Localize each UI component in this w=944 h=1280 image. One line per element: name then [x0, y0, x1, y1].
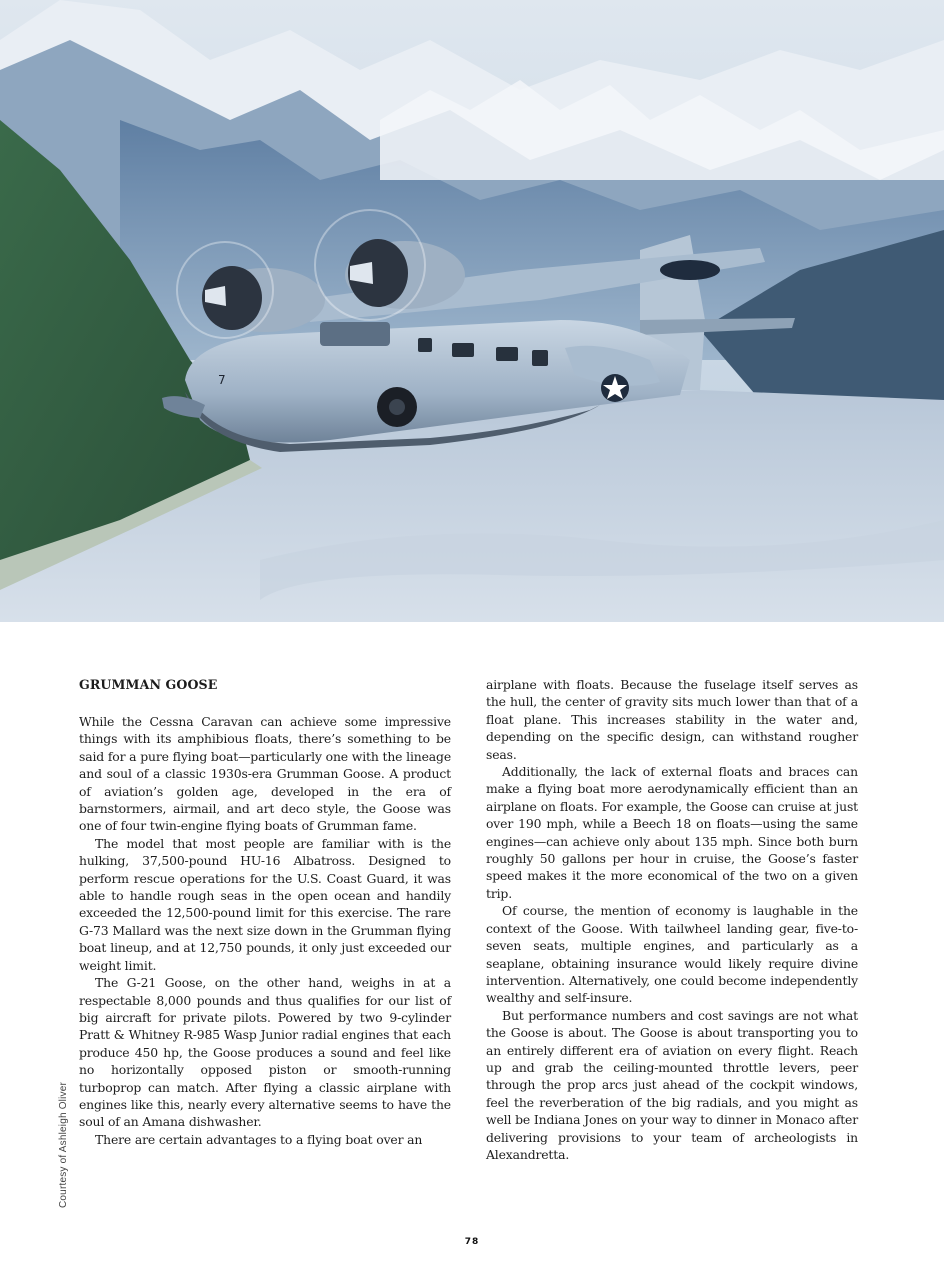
hero-photo	[0, 0, 944, 622]
section-heading: GRUMMAN GOOSE	[79, 677, 218, 692]
article-column-right	[486, 676, 858, 1163]
paragraph: The model that most people are familiar with is the hulking, 37,500-pound HU-16 Albatross. Designed to perform rescue operations for the U.S. Coast Guard, it was able to handle rough seas in the open ocean and handily exceeded the 12,500-pound limit for this exercise. The rare G-73 Mallard was the next size down in the Grumman flying boat lineup, and at 12,750 pounds, it only just exceeded our weight limit.	[79, 835, 451, 973]
paragraph: There are certain advantages to a flying boat over an	[95, 1131, 423, 1147]
paragraph: The G-21 Goose, on the other hand, weighs in at a respectable 8,000 pounds and thus qualifies for our list of big aircraft for private pilots. Powered by two 9-cylinder Pratt & Whitney R-985 Wasp Junior radial engines that each produce 450 hp, the Goose produces a sound and feel like no horizontally opposed piston or smooth-running turboprop can match. After flying a classic airplane with engines like this, nearly every alternative seems to have the soul of an Amana dishwasher.	[79, 975, 451, 1130]
page-number: 78	[464, 1237, 480, 1247]
article-column-left	[79, 676, 451, 1148]
seaplane-photo-icon	[0, 0, 944, 622]
paragraph: While the Cessna Caravan can achieve some impressive things with its amphibious floats, there’s something to be said for a pure flying boat—particularly one with the lineage and soul of a classic 1930s-era Grumman Goose. A product of aviation’s golden age, developed in the era of barnstormers, airmail, and art deco style, the Goose was one of four twin-engine flying boats of Grumman fame.	[79, 714, 451, 834]
hull-number: 7	[218, 373, 226, 387]
paragraph: Of course, the mention of economy is laughable in the context of the Goose. With tailwheel landing gear, five-to-seven seats, multiple engines, and particularly as a seaplane, obtaining insurance would likely require divine intervention. Alternatively, one could become independently wealthy and self-insure.	[486, 903, 858, 1006]
paragraph: Additionally, the lack of external floats and braces can make a flying boat more aerodynamically efficient than an airplane on floats. For example, the Goose can cruise at just over 190 mph, while a Beech 18 on floats—using the same engines—can achieve only about 135 mph. Since both burn roughly 50 gallons per hour in cruise, the Goose’s faster speed makes it the more economical of the two on a given trip.	[486, 764, 858, 901]
paragraph: But performance numbers and cost savings are not what the Goose is about. The Goose is about transporting you to an entirely different era of aviation on every flight. Reach up and grab the ceiling-mounted throttle levers, peer through the prop arcs just ahead of the cockpit windows, feel the reverberation of the big radials, and you might as well be Indiana Jones on your way to dinner in Monaco after delivering provisions to your team of archeologists in Alexandretta.	[486, 1007, 858, 1162]
paragraph: airplane with floats. Because the fuselage itself serves as the hull, the center of gravity sits much lower than that of a float plane. This increases stability in the water and, depending on the specific design, can withstand rougher seas.	[486, 677, 858, 762]
photo-credit: Courtesy of Ashleigh Oliver	[58, 1081, 69, 1208]
